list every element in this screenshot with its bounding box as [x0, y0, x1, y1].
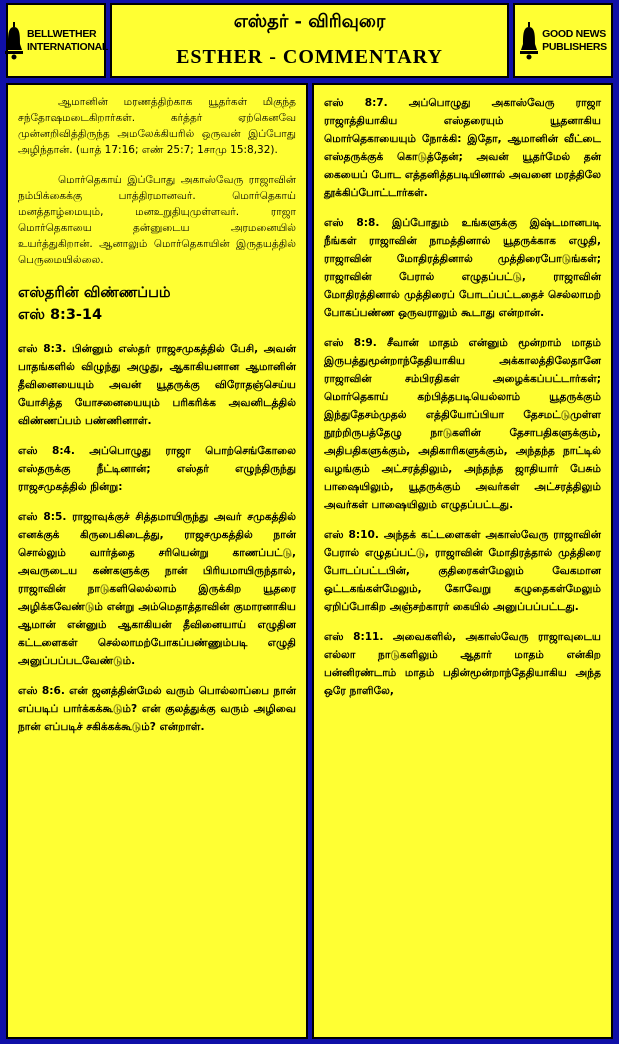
verse-8-10: எஸ் 8:10. அந்தக் கட்டளைகள் அகாஸ்வேரு ராஜாவின் பேரால் எழுதப்பட்டு, ராஜாவின் மோதிரத்தால் முத்திரை போடப்பட்டபின், குதிரைகள்மேலும் வேகமான ஒட்டகங்கள்மேலும், கோவேறு கழுதைகள்மேலும் ஏறிப்போகிற அஞ்சற்காரர் கையில் அனுப்பப்பட்டது. — [324, 529, 601, 613]
bellwether-logo — [6, 3, 109, 78]
verse-8-7: எஸ் 8:7. அப்பொழுது அகாஸ்வேரு ராஜா ராஜாத்தியாகிய எஸ்தரையும் யூதனாகிய மொர்தெகாயையும் நோக்கி: இதோ, ஆமானின் வீட்டை எஸ்தருக்குக் கொடுத்தேன்; அவன் யூதர்மேல் தன் கையைப் போட எத்தனித்தபடியினால் அவனை மரத்திலே தூக்கிப்போட்டார்கள். — [324, 97, 601, 199]
section-heading-title: எஸ்தரின் விண்ணப்பம் — [18, 285, 171, 301]
page-title-tamil: எஸ்தர் - விரிவுரை — [233, 11, 386, 32]
verse-8-5: எஸ் 8:5. ராஜாவுக்குச் சித்தமாயிருந்து அவர் சமுகத்தில் எனக்குக் கிருபைகிடைத்து, ராஜசமுகத்தில் நான் சொல்லும் வார்த்தை சரியென்று காணப்பட்டு, அவருடைய கண்களுக்கு நான் பிரியமாயிருந்தால், ராஜாவின் நாடுகளிலெல்லாம் இருக்கிற யூதரை அழிக்கவேண்டும் என்று அம்மெதாத்தாவின் குமாரனாகிய ஆமான் என்னும் ஆகாகியன் தீவினையாய் எழுதின கட்டளைகள் செல்லாமற்போகப்பண்ணும்படி எழுதி அனுப்பப்படவேண்டும். — [18, 511, 296, 667]
verse-8-3: எஸ் 8:3. பின்னும் எஸ்தர் ராஜசமுகத்தில் பேசி, அவன் பாதங்களில் விழுந்து அழுது, ஆகாகியனான ஆமானின் தீவினையையும் அவன் யூதருக்கு விரோதஞ்செய்ய யோசித்த யோசனையையும் பரிகரிக்க அவனிடத்தில் விண்ணப்பம் பண்ணினாள். — [18, 343, 296, 427]
verse-8-8: எஸ் 8:8. இப்போதும் உங்களுக்கு இஷ்டமானபடி நீங்கள் ராஜாவின் நாமத்தினால் யூதருக்காக எழுதி, ராஜாவின் மோதிரத்தினால் முத்திரைபோடுங்கள்; ராஜாவின் பேரால் எழுதப்பட்டு, ராஜாவின் மோதிரத்தினால் முத்திரைப் போடப்பட்டதைச் செல்லாமற் போகப்பண்ண ஒருவராலும் கூடாது என்றான். — [324, 217, 601, 319]
section-heading — [18, 282, 296, 326]
section-heading-reference: எஸ் 8:3-14 — [18, 307, 103, 323]
logo-line-1: BELLWETHER — [26, 27, 97, 40]
left-column — [6, 83, 308, 1039]
good-news-logo — [513, 3, 613, 78]
logo-line-2: PUBLISHERS — [542, 40, 607, 53]
verse-8-11: எஸ் 8:11. அவைகளில், அகாஸ்வேரு ராஜாவுடைய எல்லா நாடுகளிலும் ஆதார் மாதம் என்கிற பன்னிரண்டாம் மாதம் பதின்மூன்றாந்தேதியாகிய அந்த ஒரே நாளிலே, — [324, 631, 601, 697]
logo-line-2: INTERNATIONAL — [26, 40, 109, 53]
intro-paragraph-2: மொர்தெகாய் இப்போது அகாஸ்வேரு ராஜாவின் நம்பிக்கைக்கு பாத்திரமானவர். மொர்தெகாய் மனத்தாழ்மையும், மனஉறுதியுமுள்ளவர். ராஜா மொர்தெகாயை தன்னுடைய அரமனையில் உயர்த்துகிறான். ஆனாலும் மொர்தெகாயின் இருதயத்தில் பெருமையில்லை. — [18, 174, 296, 266]
verse-8-6: எஸ் 8:6. என் ஜனத்தின்மேல் வரும் பொல்லாப்பை நான் எப்படிப் பார்க்கக்கூடும்? என் குலத்துக்கு வரும் அழிவை நான் எப்படிச் சகிக்கக்கூடும்? என்றாள். — [18, 685, 296, 733]
logo-line-1: GOOD NEWS — [542, 27, 606, 40]
intro-paragraph-1: ஆமானின் மரணத்திற்காக யூதர்கள் மிகுந்த சந்தோஷமடைகிறார்கள். கர்த்தர் ஏற்கெனவே முன்னறிவித்திருந்த அமலேக்கியரில் ஒருவன் இப்போது அழிந்தான். (யாத் 17:16; எண் 25:7; 1சாமு 15:8,32). — [18, 96, 296, 156]
title-banner — [110, 3, 509, 78]
bell-icon — [519, 22, 539, 60]
verse-8-4: எஸ் 8:4. அப்பொழுது ராஜா பொற்செங்கோலை எஸ்தருக்கு நீட்டினான்; எஸ்தர் எழுந்திருந்து ராஜசமுகத்தில் நின்று: — [18, 445, 296, 493]
right-column — [312, 83, 613, 1039]
verse-8-9: எஸ் 8:9. சீவான் மாதம் என்னும் மூன்றாம் மாதம் இருபத்துமூன்றாந்தேதியாகிய அக்காலத்திலேதானே ராஜாவின் சம்பிரதிகள் அழைக்கப்பட்டார்கள்; மொர்தெகாய் கற்பித்தபடியெல்லாம் யூதருக்கும் இந்துதேசம்முதல் எத்தியோப்பியா தேசமட்டுமுள்ள நூற்றிருபத்தேழு நாடுகளின் தேசாபதிகளுக்கும், அதிபதிகளுக்கும், அதிகாரிகளுக்கும், அந்தந்த நாட்டில் வழங்கும் அட்சரத்திலும், அந்தந்த ஜாதியார் பேசும் பாஷையிலும், யூதருக்கும் அவர்கள் அட்சரத்திலும் அவர்கள் பாஷையிலும் எழுதப்பட்டது. — [324, 337, 601, 511]
page-title-english: ESTHER - COMMENTARY — [176, 46, 443, 68]
bell-icon — [4, 22, 24, 60]
